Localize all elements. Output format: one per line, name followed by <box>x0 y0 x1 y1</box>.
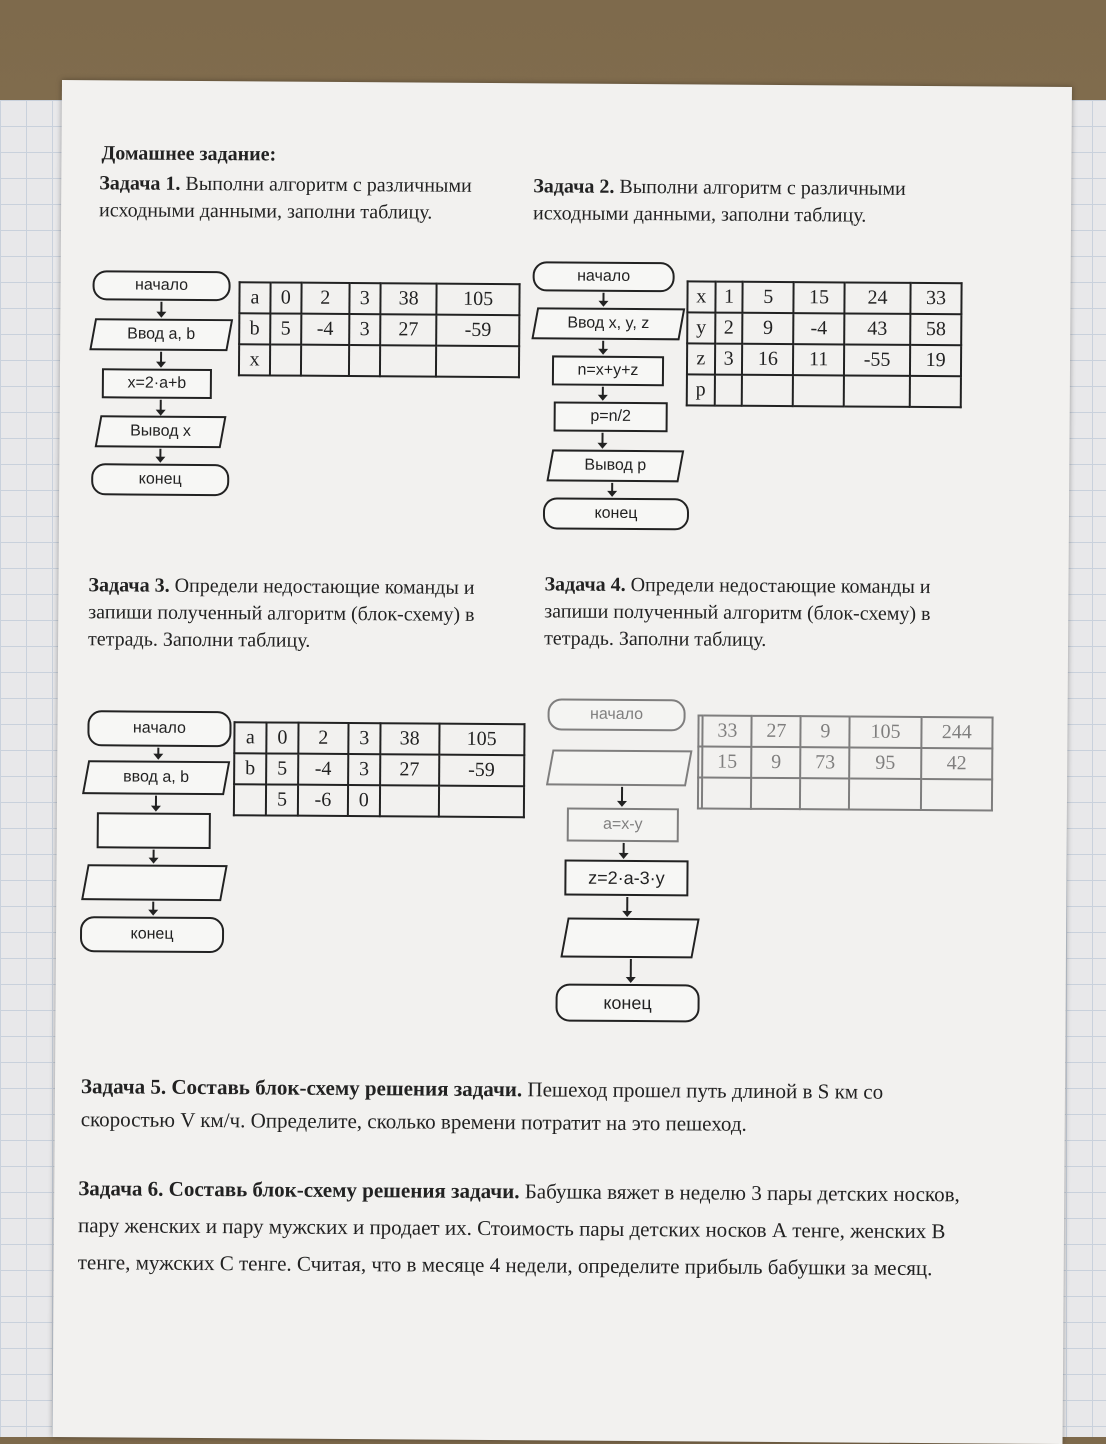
arrow <box>602 341 604 353</box>
task2-input: Ввод x, y, z <box>534 307 682 340</box>
table-row: z 3 16 11 -55 19 <box>687 343 961 376</box>
task1-end: конец <box>91 463 229 496</box>
task3-text: Определи недостающие команды и запиши полученный алгоритм (блок-схему) в тетрадь. Заполни таблицу. <box>88 574 475 652</box>
task3-input: ввод a, b <box>85 760 227 795</box>
task1-output: Вывод x <box>97 415 223 448</box>
task4-empty-input <box>549 749 689 786</box>
table-row: 33 27 9 105 244 <box>698 715 992 748</box>
task4-statement <box>544 571 955 655</box>
table-row: 15 9 73 95 42 <box>698 746 992 779</box>
task3-table <box>233 721 526 818</box>
task3-statement <box>88 572 489 656</box>
task2-table <box>686 280 963 408</box>
task5-number: Задача 5. Составь блок-схему решения задачи. <box>80 1074 523 1102</box>
arrow <box>160 302 162 316</box>
page-heading: Домашнее задание: <box>101 142 277 166</box>
task5-statement <box>81 1070 981 1142</box>
task1-number: Задача 1. <box>99 172 181 195</box>
arrow <box>611 483 613 495</box>
task3-number: Задача 3. <box>88 574 170 597</box>
arrow <box>155 796 157 810</box>
table-row: y 2 9 -4 43 58 <box>687 312 961 345</box>
task5-text: Пешеход прошел путь длиной в S км со скоростью V км/ч. Определите, сколько времени потратит на это пешеход. <box>80 1077 884 1136</box>
task1-text: Выполни алгоритм с различными исходными данными, заполни таблицу. <box>99 172 472 224</box>
task4-number: Задача 4. <box>544 573 626 596</box>
arrow <box>153 850 155 862</box>
task4-start: начало <box>547 698 685 731</box>
task1-start: начало <box>92 270 230 301</box>
arrow <box>601 433 603 447</box>
task6-statement <box>78 1170 979 1287</box>
arrow <box>157 748 159 758</box>
arrow <box>160 400 162 414</box>
task2-start: начало <box>533 261 675 292</box>
table-row: p <box>687 374 961 407</box>
task3-empty-output <box>84 864 224 901</box>
task3-end: конец <box>80 916 224 953</box>
task1-table <box>238 281 521 378</box>
task4-empty-output <box>564 918 696 959</box>
table-row: x 1 5 15 24 33 <box>687 281 961 314</box>
table-row: 5 -6 0 <box>234 784 524 817</box>
arrow <box>621 787 623 805</box>
task1-input: Ввод a, b <box>92 318 230 351</box>
table-row <box>698 777 992 810</box>
task2-text: Выполни алгоритм с различными исходными данными, заполни таблицу. <box>533 175 906 227</box>
task1-statement <box>99 170 499 227</box>
arrow <box>602 387 604 399</box>
worksheet-page <box>53 80 1072 1444</box>
table-row: a 0 2 3 38 105 <box>234 722 524 755</box>
task2-statement <box>533 173 953 230</box>
task4-end: конец <box>555 983 699 1022</box>
task4-diff: a=x-y <box>567 808 679 843</box>
task2-end: конец <box>543 497 689 530</box>
arrow <box>630 959 632 981</box>
task4-text: Определи недостающие команды и запиши полученный алгоритм (блок-схему) в тетрадь. Заполни таблицу. <box>544 573 931 651</box>
task2-number: Задача 2. <box>533 175 615 198</box>
arrow <box>602 293 604 305</box>
arrow <box>152 902 154 914</box>
arrow <box>160 352 162 366</box>
task2-half: p=n/2 <box>554 401 668 432</box>
arrow <box>623 843 625 857</box>
arrow <box>159 449 161 461</box>
task2-sum: n=x+y+z <box>552 355 664 386</box>
table-row: x <box>239 344 519 377</box>
task6-text: Бабушка вяжет в неделю 3 пары детских носков, пару женских и пару мужских и продает их. Стоимость пары детских носков А тенге, женских В тенге, мужских С тенге. Считая, что в месяце 4 недели, определите прибыль бабушки за месяц. <box>77 1179 960 1281</box>
task6-number: Задача 6. Составь блок-схему решения задачи. <box>78 1176 520 1204</box>
task2-output: Вывод p <box>549 449 681 482</box>
task4-table <box>697 714 994 811</box>
table-row: a 0 2 3 38 105 <box>239 282 519 315</box>
task1-process: x=2·a+b <box>102 368 212 399</box>
task3-empty-process <box>97 812 211 849</box>
task4-formula: z=2·a-3·y <box>564 860 688 897</box>
task3-start: начало <box>87 710 231 747</box>
arrow <box>626 897 628 915</box>
table-row: b 5 -4 3 27 -59 <box>234 753 524 786</box>
table-row: b 5 -4 3 27 -59 <box>239 313 519 346</box>
